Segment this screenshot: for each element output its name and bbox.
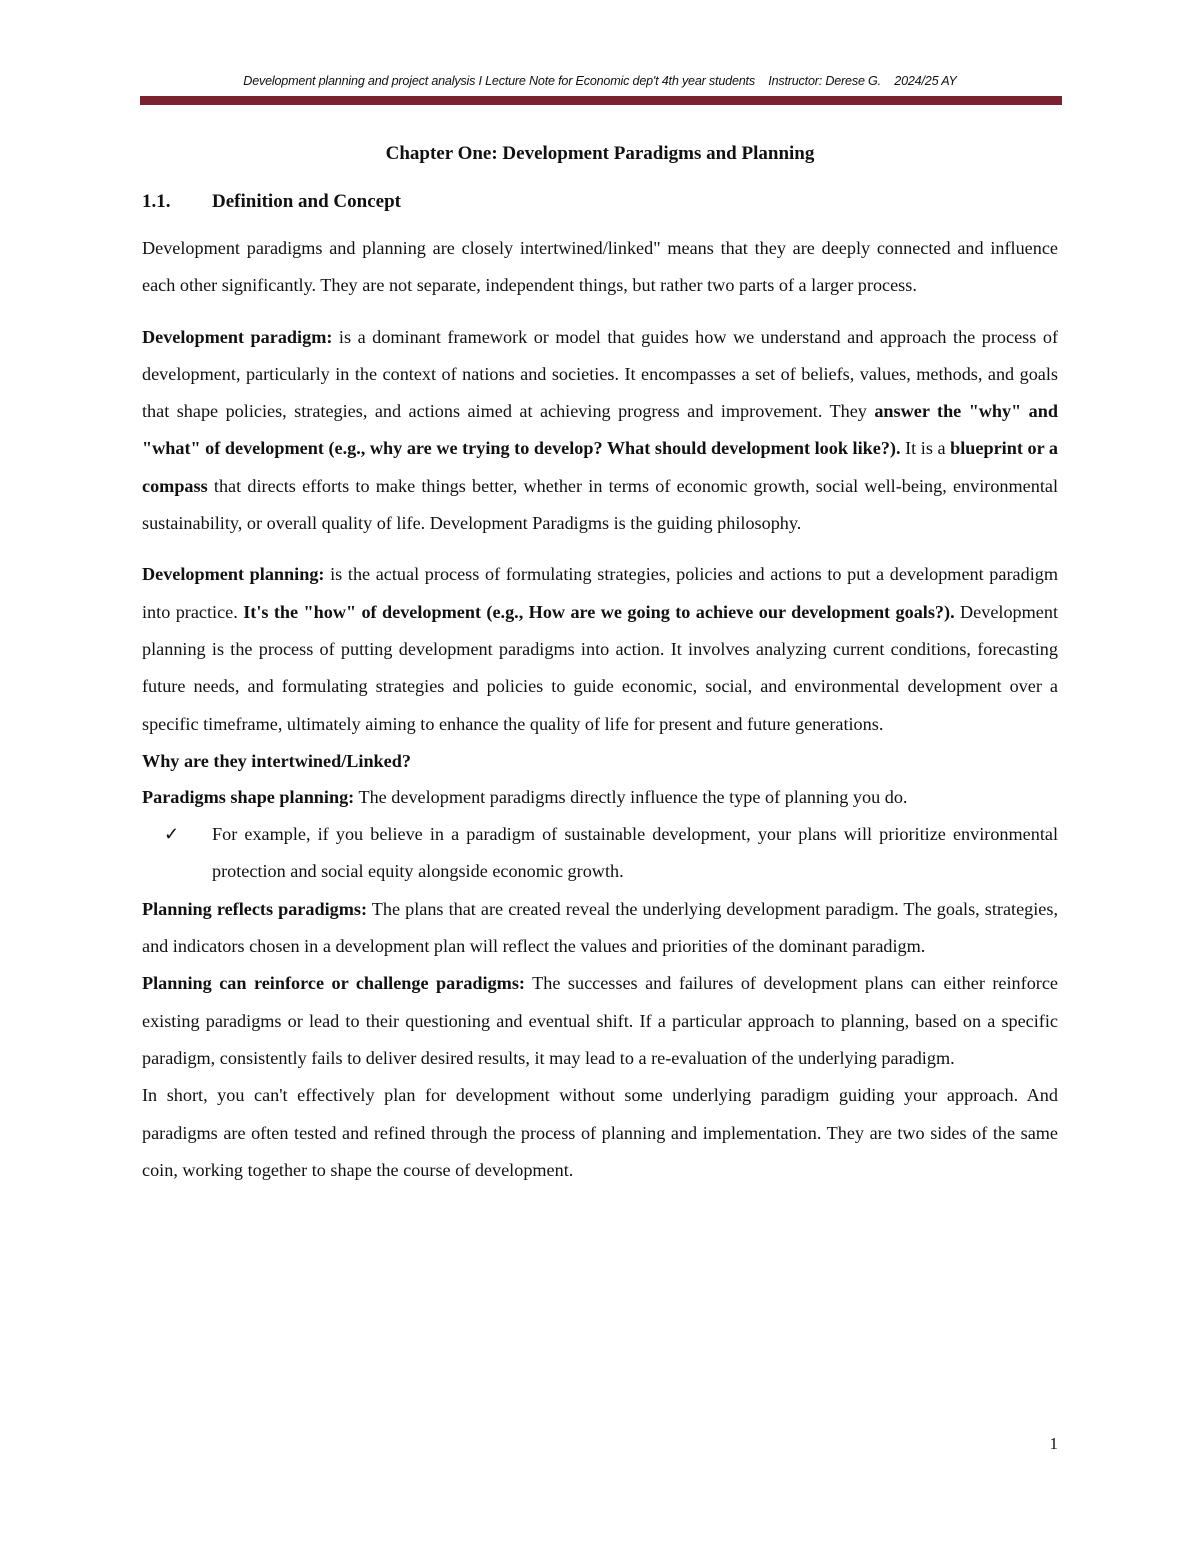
- reinforce-paragraph: [142, 965, 1058, 1077]
- header-instructor: Instructor: Derese G.: [768, 74, 881, 88]
- paradigm-paragraph: [142, 319, 1058, 543]
- intro-paragraph: Development paradigms and planning are closely intertwined/linked" means that they are deeply connected and influence each other significantly. They are not separate, independent things, but rather two parts of a larger process.: [142, 238, 1058, 296]
- running-header: [140, 74, 1060, 88]
- page-content: [142, 140, 1058, 1189]
- shape-text: The development paradigms directly influence the type of planning you do.: [354, 786, 908, 807]
- example-list-item: [142, 816, 1058, 891]
- reflects-term: Planning reflects paradigms:: [142, 898, 368, 919]
- summary-paragraph: In short, you can't effectively plan for development without some underlying paradigm guiding your approach. And paradigms are often tested and refined through the process of planning and implementation. They are two sides of the same coin, working together to shape the course of development.: [142, 1085, 1058, 1180]
- section-number: 1.1.: [142, 191, 171, 212]
- reflects-paragraph: [142, 891, 1058, 966]
- section-heading: [142, 188, 1058, 216]
- reinforce-text: The successes and failures of development plans can either reinforce existing paradigms or lead to their questioning and eventual shift. If a particular approach to planning, based on a specific paradigm, consistently fails to deliver desired results, it may lead to a re-evaluation of the underlying paradigm.: [142, 973, 1059, 1068]
- header-year: 2024/25 AY: [894, 74, 957, 88]
- checkmark-icon: ✓: [164, 824, 180, 845]
- paradigm-text-1: is a dominant framework or model that guides how we understand and approach the process of development, particularly in the context of nations and societies. It encompasses a set of beliefs, values, methods, and goals that shape policies, strategies, and actions aimed at achieving progress and improvement. They: [142, 326, 1058, 422]
- example-text: For example, if you believe in a paradigm of sustainable development, your plans will prioritize environmental protection and social equity alongside economic growth.: [212, 824, 1058, 882]
- paradigm-term: Development paradigm:: [142, 326, 333, 347]
- section-title: Definition and Concept: [212, 191, 401, 212]
- paradigm-text-3: that directs efforts to make things better, whether in terms of economic growth, social well-being, environmental sustainability, or overall quality of life. Development Paradigms is the guiding philosophy.: [142, 475, 1058, 534]
- paradigm-bold-1: answer the "why" and "what" of development (e.g., why are we trying to develop? What should development look like?).: [142, 401, 1059, 459]
- page-number: 1: [1049, 1434, 1058, 1453]
- header-rule: [140, 96, 1062, 105]
- chapter-title: Chapter One: Development Paradigms and Planning: [385, 143, 815, 164]
- shape-term: Paradigms shape planning:: [142, 786, 355, 807]
- planning-text-2: Development planning is the process of putting development paradigms into action. It involves analyzing current conditions, forecasting future needs, and formulating strategies and policies to guide economic, social, and environmental development over a specific timeframe, ultimately aiming to enhance the quality of life for present and future generations.: [142, 601, 1059, 734]
- reflects-text: The plans that are created reveal the underlying development paradigm. The goals, strategies, and indicators chosen in a development plan will reflect the values and priorities of the dominant paradigm.: [142, 898, 1058, 957]
- paradigm-text-2: It is a: [900, 438, 951, 459]
- shape-paragraph: [142, 779, 1058, 816]
- planning-paragraph: [142, 556, 1058, 742]
- planning-bold-1: It's the "how" of development (e.g., How are we going to achieve our development goals?).: [243, 601, 955, 622]
- why-heading: Why are they intertwined/Linked?: [142, 750, 411, 771]
- planning-text-1: is the actual process of formulating strategies, policies and actions to put a development paradigm into practice.: [142, 564, 1058, 622]
- planning-term: Development planning:: [142, 564, 325, 585]
- paradigm-bold-2: blueprint or a compass: [142, 438, 1058, 496]
- reinforce-term: Planning can reinforce or challenge paradigms:: [142, 973, 525, 994]
- header-course: Development planning and project analysis I Lecture Note for Economic dep't 4th year students: [243, 74, 755, 88]
